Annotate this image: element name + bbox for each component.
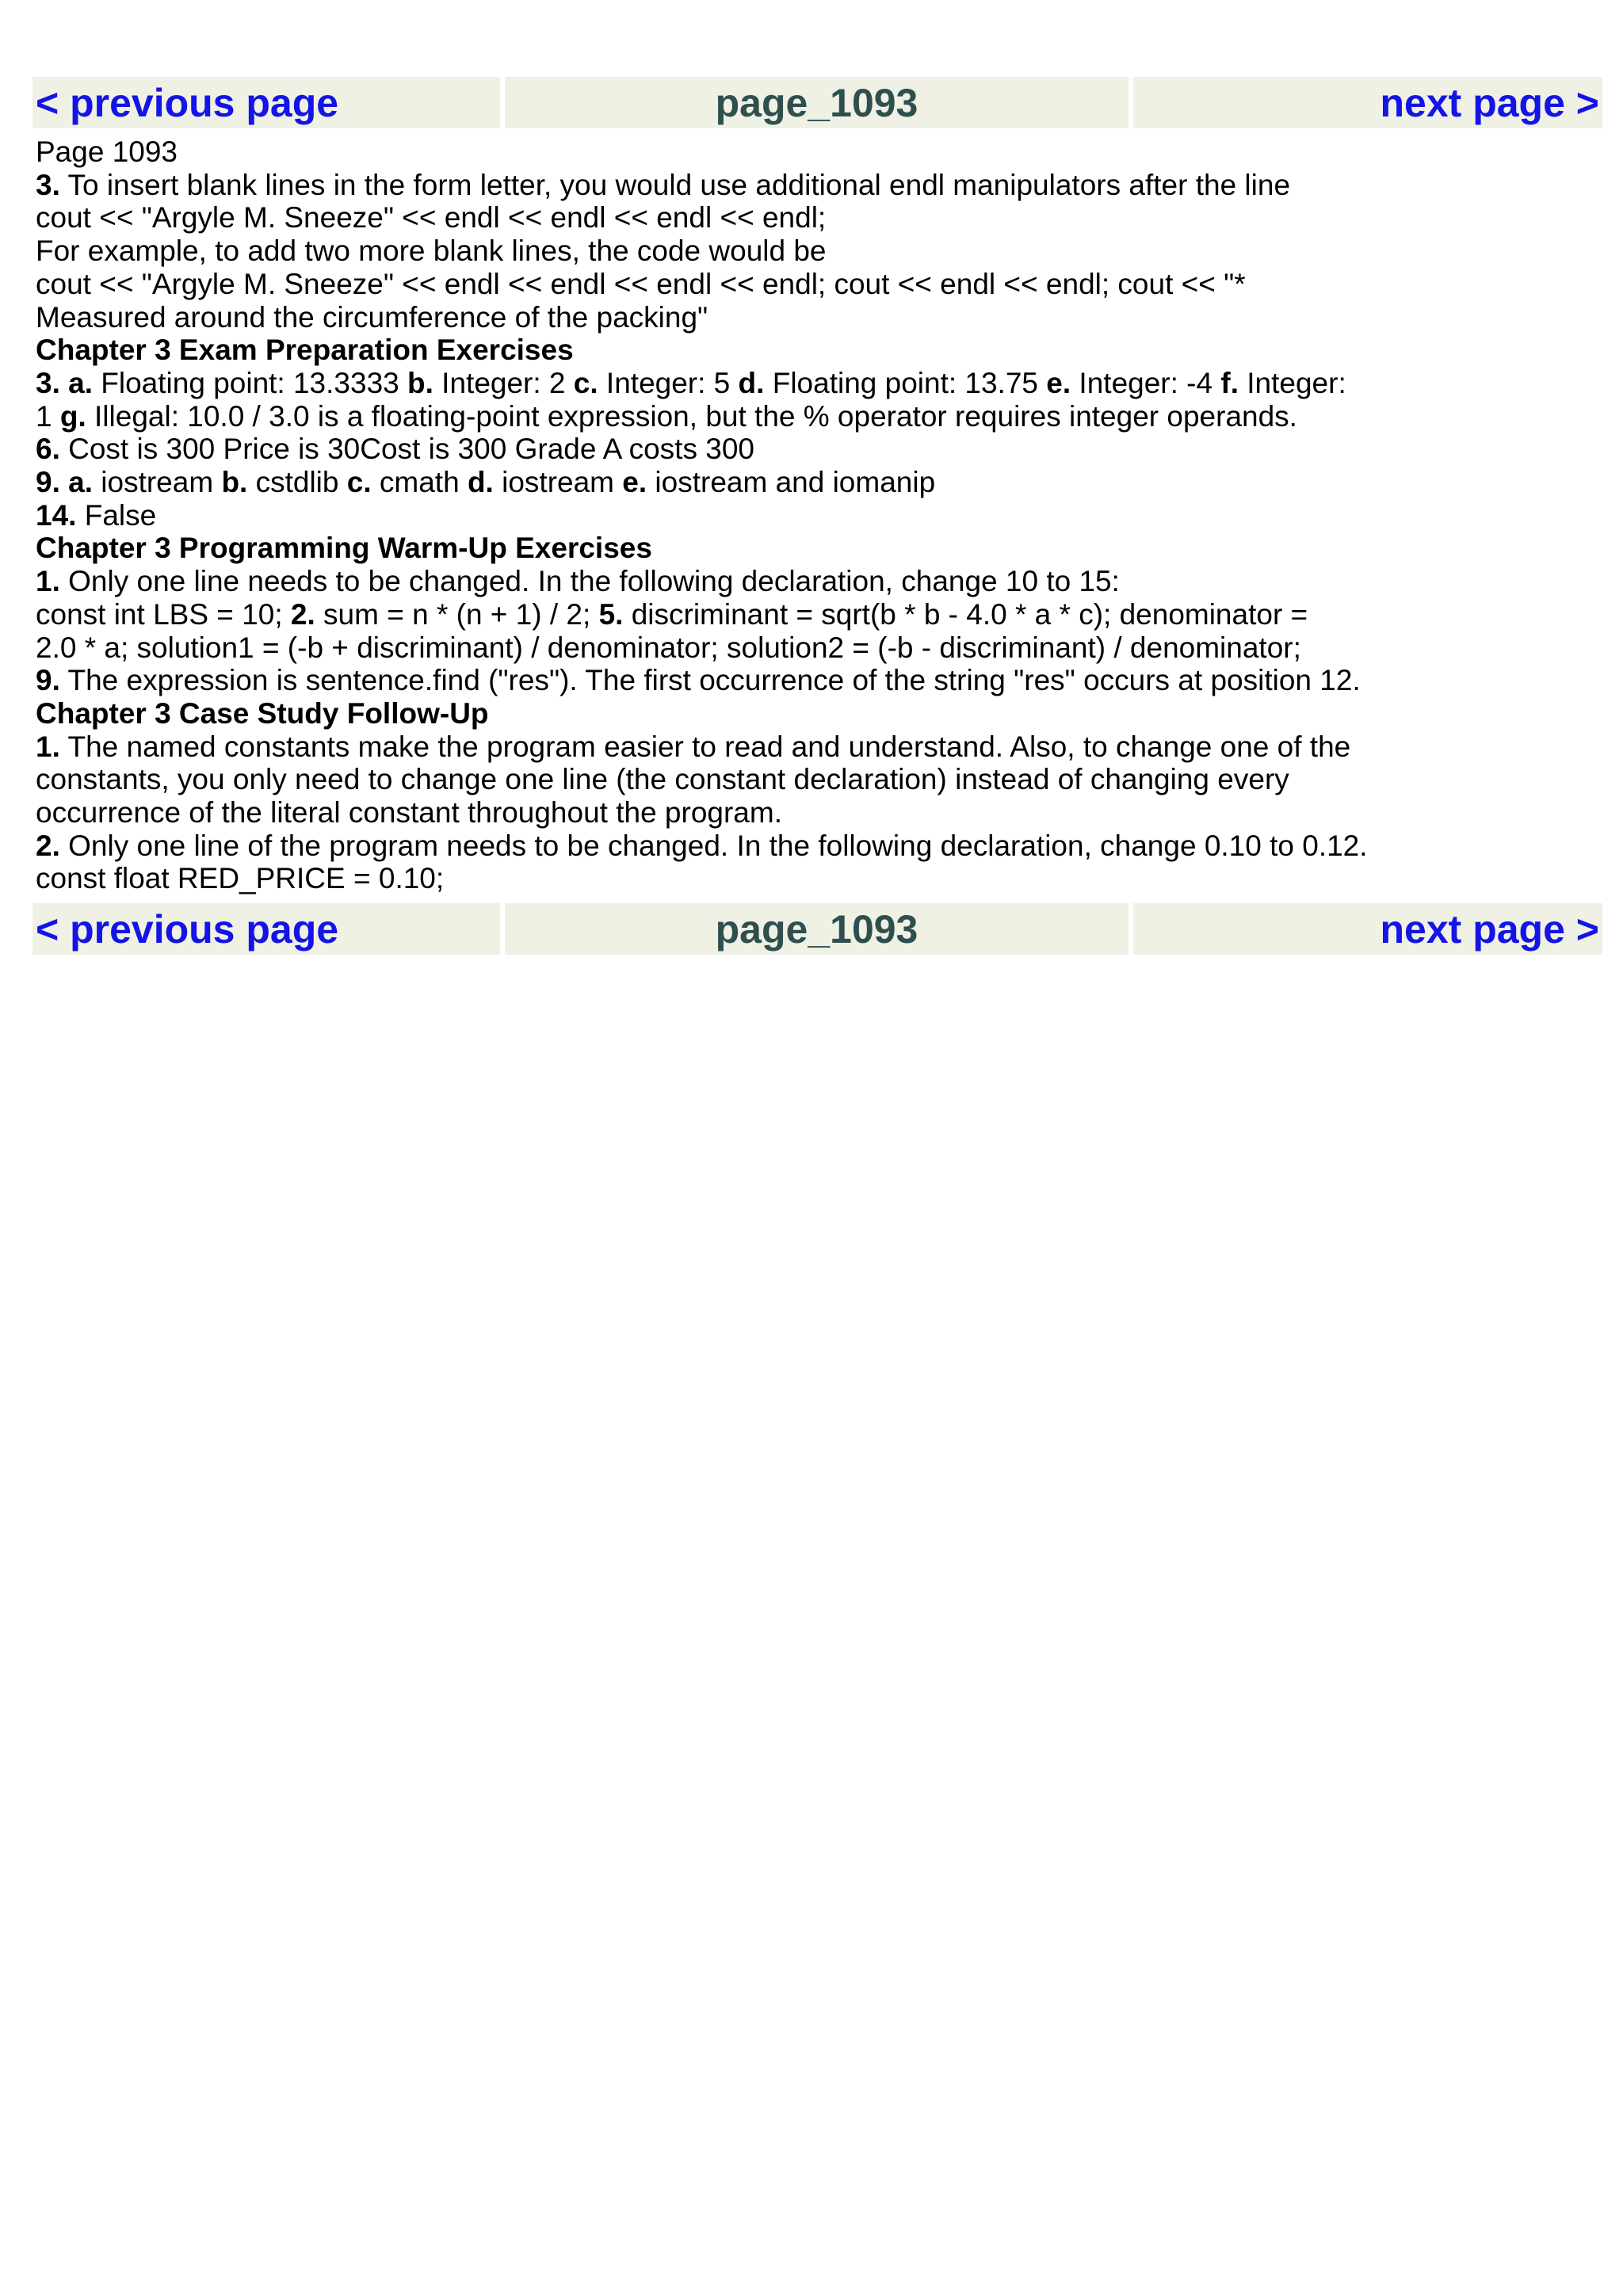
bold-text: 3. a. <box>36 366 93 399</box>
bold-text: 2. <box>36 829 60 862</box>
text-line <box>36 499 1368 532</box>
text: const float RED_PRICE = 0.10; <box>36 862 445 895</box>
text-line <box>36 301 1368 334</box>
bold-text: 6. <box>36 433 60 466</box>
bold-text: 14. <box>36 498 77 532</box>
text: discriminant = sqrt(b * b - 4.0 * a * c); denominator = <box>623 597 1308 631</box>
text-line <box>36 631 1368 665</box>
top-navigation <box>32 77 1602 128</box>
text-line <box>36 796 1368 830</box>
text-line <box>36 862 1368 895</box>
text: iostream and iomanip <box>647 466 936 499</box>
bold-text: d. <box>467 466 494 499</box>
bold-text: 5. <box>598 597 624 631</box>
page-label: page_1093 <box>505 77 1128 128</box>
text-line <box>36 201 1368 235</box>
text: Integer: -4 <box>1071 366 1221 399</box>
text: Integer: 5 <box>598 366 739 399</box>
bold-text: 9. <box>36 664 60 697</box>
text: cout << "Argyle M. Sneeze" << endl << endl << endl << endl; cout << endl << endl; cout << "* <box>36 267 1246 300</box>
text: Measured around the circumference of the packing" <box>36 300 708 334</box>
page-content <box>36 135 1368 895</box>
text-line <box>36 334 1368 367</box>
text: For example, to add two more blank lines, the code would be <box>36 235 827 268</box>
text: cstdlib <box>247 466 347 499</box>
text: constants, you only need to change one line (the constant declaration) instead of changing every <box>36 763 1289 796</box>
text: Only one line of the program needs to be changed. In the following declaration, change 0.10 to 0.12. <box>59 829 1368 862</box>
text-line <box>36 565 1368 598</box>
next-page-link[interactable]: next page > <box>1133 77 1602 128</box>
text: 2.0 * a; solution1 = (-b + discriminant) / denominator; solution2 = (-b - discriminant) / denominator; <box>36 631 1301 664</box>
text: Integer: 2 <box>433 366 574 399</box>
bold-text: Chapter 3 Exam Preparation Exercises <box>36 334 574 367</box>
text: Floating point: 13.75 <box>764 366 1047 399</box>
bold-text: f. <box>1220 366 1239 399</box>
text-line <box>36 268 1368 301</box>
text: Only one line needs to be changed. In the following declaration, change 10 to 15: <box>59 565 1120 598</box>
text-line <box>36 367 1368 400</box>
text-line <box>36 697 1368 730</box>
text: Cost is 300 Price is 30Cost is 300 Grade A costs 300 <box>59 433 754 466</box>
text-line <box>36 532 1368 565</box>
text: cout << "Argyle M. Sneeze" << endl << endl << endl << endl; <box>36 201 827 235</box>
text: Illegal: 10.0 / 3.0 is a floating-point expression, but the % operator requires integer operands. <box>86 399 1297 433</box>
bold-text: Chapter 3 Case Study Follow-Up <box>36 696 489 730</box>
text: Integer: <box>1238 366 1346 399</box>
bold-text: d. <box>738 366 765 399</box>
bold-text: e. <box>622 466 647 499</box>
text-line <box>36 664 1368 697</box>
bold-text: c. <box>573 366 598 399</box>
bold-text: b. <box>221 466 248 499</box>
text-line <box>36 466 1368 499</box>
bold-text: 1. <box>36 565 60 598</box>
bold-text: 1. <box>36 730 60 763</box>
text-line <box>36 169 1368 202</box>
bold-text: Chapter 3 Programming Warm-Up Exercises <box>36 532 652 565</box>
bold-text: 9. a. <box>36 466 93 499</box>
previous-page-link[interactable]: < previous page <box>32 77 500 128</box>
text-line <box>36 763 1368 796</box>
text: Page 1093 <box>36 135 178 168</box>
text: iostream <box>93 466 222 499</box>
text-line <box>36 135 1368 169</box>
text-line <box>36 235 1368 268</box>
bold-text: g. <box>59 399 86 433</box>
text: The expression is sentence.find ("res"). The first occurrence of the string "res" occurs at position 12. <box>59 664 1361 697</box>
text: The named constants make the program easier to read and understand. Also, to change one of the <box>59 730 1351 763</box>
text: 1 <box>36 399 60 433</box>
text: cmath <box>371 466 468 499</box>
text: const int LBS = 10; <box>36 597 291 631</box>
bottom-navigation <box>32 903 1602 955</box>
text: Floating point: 13.3333 <box>93 366 408 399</box>
text: False <box>76 498 157 532</box>
text: sum = n * (n + 1) / 2; <box>315 597 599 631</box>
bold-text: e. <box>1046 366 1071 399</box>
text-line <box>36 830 1368 863</box>
bold-text: b. <box>407 366 433 399</box>
previous-page-link[interactable]: < previous page <box>32 903 500 955</box>
text: iostream <box>493 466 623 499</box>
bold-text: 2. <box>290 597 315 631</box>
text-line <box>36 433 1368 466</box>
bold-text: c. <box>346 466 372 499</box>
text: occurrence of the literal constant throughout the program. <box>36 796 782 830</box>
text-line <box>36 598 1368 631</box>
bold-text: 3. <box>36 168 60 201</box>
page-label: page_1093 <box>505 903 1128 955</box>
text-line <box>36 400 1368 433</box>
text: To insert blank lines in the form letter, you would use additional endl manipulators after the line <box>59 168 1291 201</box>
next-page-link[interactable]: next page > <box>1133 903 1602 955</box>
text-line <box>36 730 1368 764</box>
